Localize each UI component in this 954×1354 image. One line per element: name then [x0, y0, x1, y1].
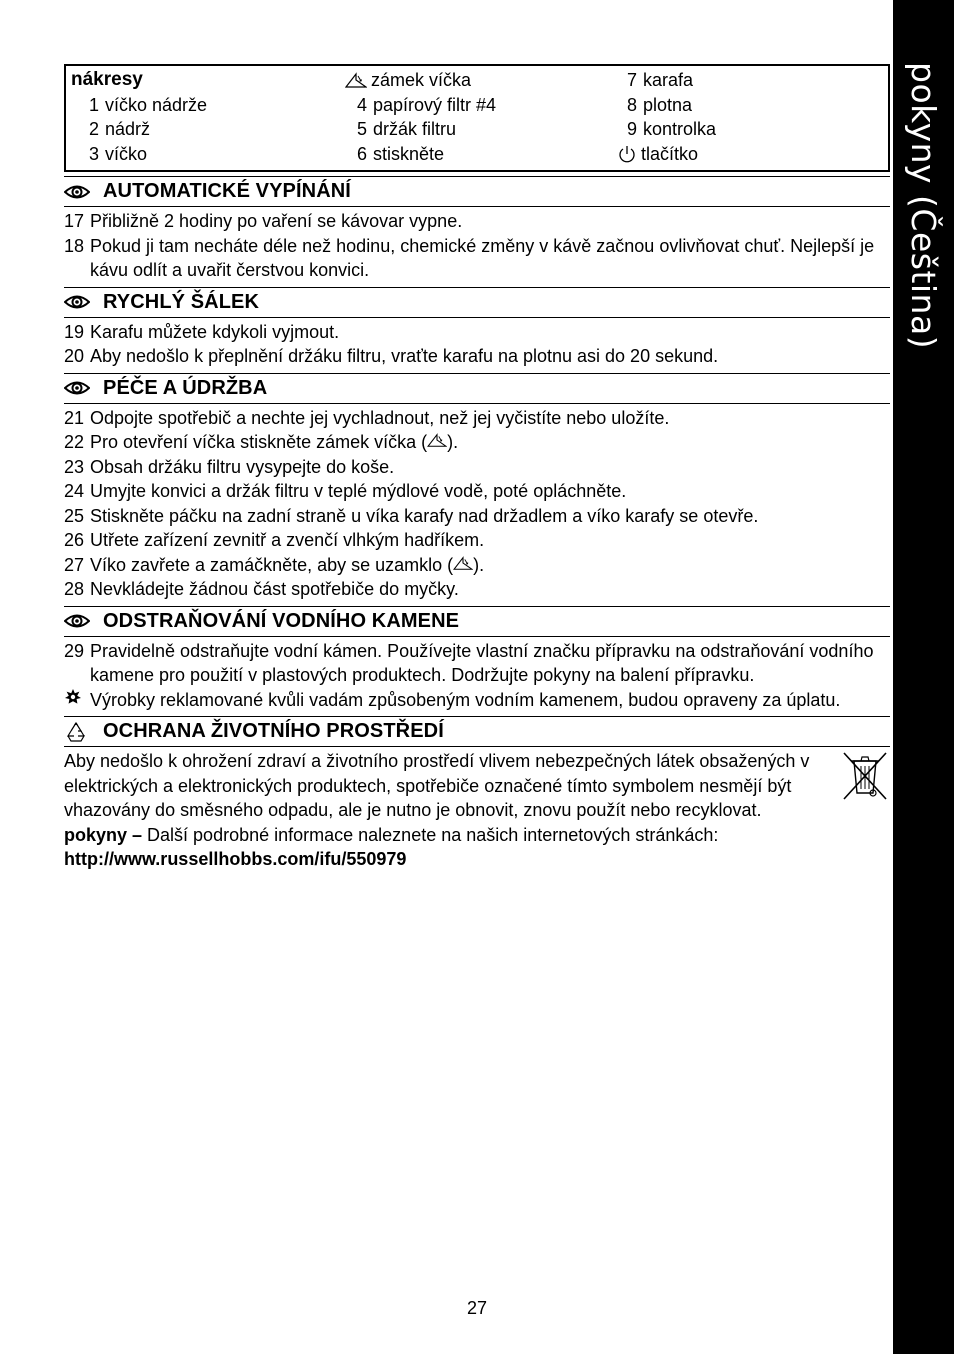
item-text-after: ).: [447, 432, 459, 452]
legend-label: držák filtru: [373, 119, 457, 139]
item-number: 17: [64, 211, 85, 231]
item-text: Umyjte konvici a držák filtru v teplé mýdlové vodě, poté opláchněte.: [90, 481, 627, 501]
legend-item: [611, 93, 716, 118]
legend-number: 7: [626, 70, 637, 90]
item-text: [90, 430, 890, 455]
list-item: [64, 528, 890, 553]
legend-item: [611, 142, 716, 167]
list-item: [64, 479, 890, 504]
item-number: 25: [64, 505, 85, 526]
legend-number: 1: [88, 94, 99, 115]
environment-block: [64, 749, 890, 872]
eye-icon: [64, 379, 90, 397]
section-title: RYCHLÝ ŠÁLEK: [103, 290, 260, 313]
legend-label: papírový filtr #4: [373, 94, 497, 115]
list-item: [64, 344, 890, 369]
list-item: [64, 209, 890, 234]
section-heading: [64, 176, 890, 207]
item-number: 29: [64, 640, 85, 661]
item-text: Stiskněte páčku na zadní straně u víka karafy nad držadlem a víko karafy se otevře.: [90, 505, 759, 526]
legend-label: zámek víčka: [371, 70, 472, 90]
item-text: Pravidelně odstraňujte vodní kámen. Používejte vlastní značku přípravku na odstraňování vodního kamene pro použití v plastových produktech. Dodržujte pokyny na balení přípravku.: [90, 640, 874, 685]
legend-item: [611, 117, 716, 142]
list-item: [64, 553, 890, 578]
instruction-list: [64, 639, 890, 713]
legend-label: plotna: [643, 94, 693, 115]
legend-item: [71, 93, 207, 118]
list-item: [64, 406, 890, 431]
list-item: [64, 320, 890, 345]
legend-label: stiskněte: [373, 143, 445, 164]
info-line: [64, 823, 890, 848]
legend-label: tlačítko: [641, 143, 699, 164]
legend-column-3: [611, 68, 716, 166]
instruction-list: [64, 406, 890, 602]
list-item: [64, 430, 890, 455]
legend-item: [341, 117, 496, 142]
item-number: 23: [64, 456, 85, 477]
lid-lock-icon: [427, 432, 447, 452]
item-number: 24: [64, 481, 85, 501]
warning-star-icon: [64, 688, 90, 713]
item-text: [90, 553, 890, 578]
item-text: Karafu můžete kdykoli vyjmout.: [90, 321, 340, 342]
support-url-link[interactable]: http://www.russellhobbs.com/ifu/550979: [64, 849, 407, 869]
instruction-list: [64, 320, 890, 369]
legend-item: [71, 142, 207, 167]
info-text: Další podrobné informace naleznete na našich internetových stránkách:: [142, 824, 719, 845]
item-number: 26: [64, 530, 85, 550]
item-number: 18: [64, 235, 85, 256]
section-title: OCHRANA ŽIVOTNÍHO PROSTŘEDÍ: [103, 720, 444, 743]
legend-item: [71, 117, 207, 142]
power-icon: [611, 142, 641, 167]
legend-item: [341, 93, 496, 118]
item-text: Nevkládejte žádnou část spotřebiče do myčky.: [90, 579, 459, 599]
section-auto-off: [64, 176, 890, 283]
eye-icon: [64, 183, 90, 201]
section-care: [64, 373, 890, 602]
legend-number: 8: [626, 94, 637, 115]
legend-number: 3: [88, 143, 99, 164]
legend-label: víčko: [105, 143, 148, 164]
legend-number: 4: [356, 94, 367, 115]
item-text: Odpojte spotřebič a nechte jej vychladnout, než jej vyčistíte nebo uložíte.: [90, 407, 670, 428]
section-title: ODSTRAŇOVÁNÍ VODNÍHO KAMENE: [103, 609, 460, 632]
side-title: pokyny (Čeština): [904, 62, 943, 350]
item-text: Přibližně 2 hodiny po vaření se kávovar vypne.: [90, 211, 463, 231]
item-number: 28: [64, 579, 85, 599]
legend-column-2: [341, 68, 496, 166]
lid-lock-icon: [341, 68, 371, 93]
section-title: AUTOMATICKÉ VYPÍNÁNÍ: [103, 180, 351, 203]
section-heading: [64, 606, 890, 637]
legend-label: nádrž: [105, 119, 151, 139]
item-text: Výrobky reklamované kvůli vadám způsobeným vodním kamenem, budou opraveny za úplatu.: [90, 689, 841, 710]
list-item: [64, 639, 890, 688]
section-heading: [64, 287, 890, 318]
item-text-before: Pro otevření víčka stiskněte zámek víčka (: [90, 432, 428, 452]
item-number: 21: [64, 407, 85, 428]
legend-label: karafa: [643, 70, 694, 90]
section-title: PÉČE A ÚDRŽBA: [103, 376, 268, 399]
item-number: 22: [64, 432, 85, 452]
lid-lock-icon: [453, 555, 473, 575]
section-quick-cup: [64, 287, 890, 369]
info-label: pokyny –: [64, 824, 143, 845]
item-number: 27: [64, 554, 85, 575]
legend-number: 6: [356, 143, 367, 164]
eye-icon: [64, 612, 90, 630]
list-item: [64, 504, 890, 529]
environment-text: Aby nedošlo k ohrožení zdraví a životního prostředí vlivem nebezpečných látek obsažených v elektrických a elektronických produktech, spotřebiče označené tímto symbolem nesmějí být vhazovány do směsného odpadu, ale je nutno je obnovit, znovu použít nebo recyklovat.: [64, 751, 810, 820]
legend-number: 9: [626, 119, 637, 139]
section-heading: [64, 373, 890, 404]
list-item: [64, 577, 890, 602]
legend-item: [611, 68, 716, 93]
list-item: [64, 234, 890, 283]
item-text: Utřete zařízení zevnitř a zvenčí vlhkým hadříkem.: [90, 530, 485, 550]
recycle-icon: [64, 723, 90, 741]
list-item: [64, 455, 890, 480]
legend-label: víčko nádrže: [105, 94, 208, 115]
section-descaling: [64, 606, 890, 713]
legend-column-1: [71, 68, 207, 166]
diagram-title: nákresy: [71, 69, 143, 90]
crossed-bin-icon: [840, 749, 890, 810]
item-text: Aby nedošlo k přeplnění držáku filtru, vraťte karafu na plotnu asi do 20 sekund.: [90, 346, 719, 366]
item-text: Pokud ji tam necháte déle než hodinu, chemické změny v kávě začnou ovlivňovat chuť. Nejlepší je kávu odlít a uvařit čerstvou konvici.: [90, 235, 875, 280]
legend-item: [341, 68, 496, 93]
section-environment: [64, 716, 890, 872]
item-text-after: ).: [473, 554, 485, 575]
page-number: 27: [466, 1298, 488, 1318]
eye-icon: [64, 293, 90, 311]
legend-label: kontrolka: [643, 119, 717, 139]
page-content: [64, 64, 890, 872]
item-text: Obsah držáku filtru vysypejte do koše.: [90, 456, 395, 477]
item-number: 20: [64, 346, 85, 366]
section-heading: [64, 716, 890, 747]
legend-item: [341, 142, 496, 167]
item-number: 19: [64, 321, 85, 342]
list-item: [64, 688, 890, 713]
diagram-legend-box: [64, 64, 890, 172]
legend-number: 2: [88, 119, 99, 139]
item-text-before: Víko zavřete a zamáčkněte, aby se uzamklo (: [90, 554, 454, 575]
instruction-list: [64, 209, 890, 283]
legend-number: 5: [356, 119, 367, 139]
side-language-tab: [893, 0, 954, 1354]
